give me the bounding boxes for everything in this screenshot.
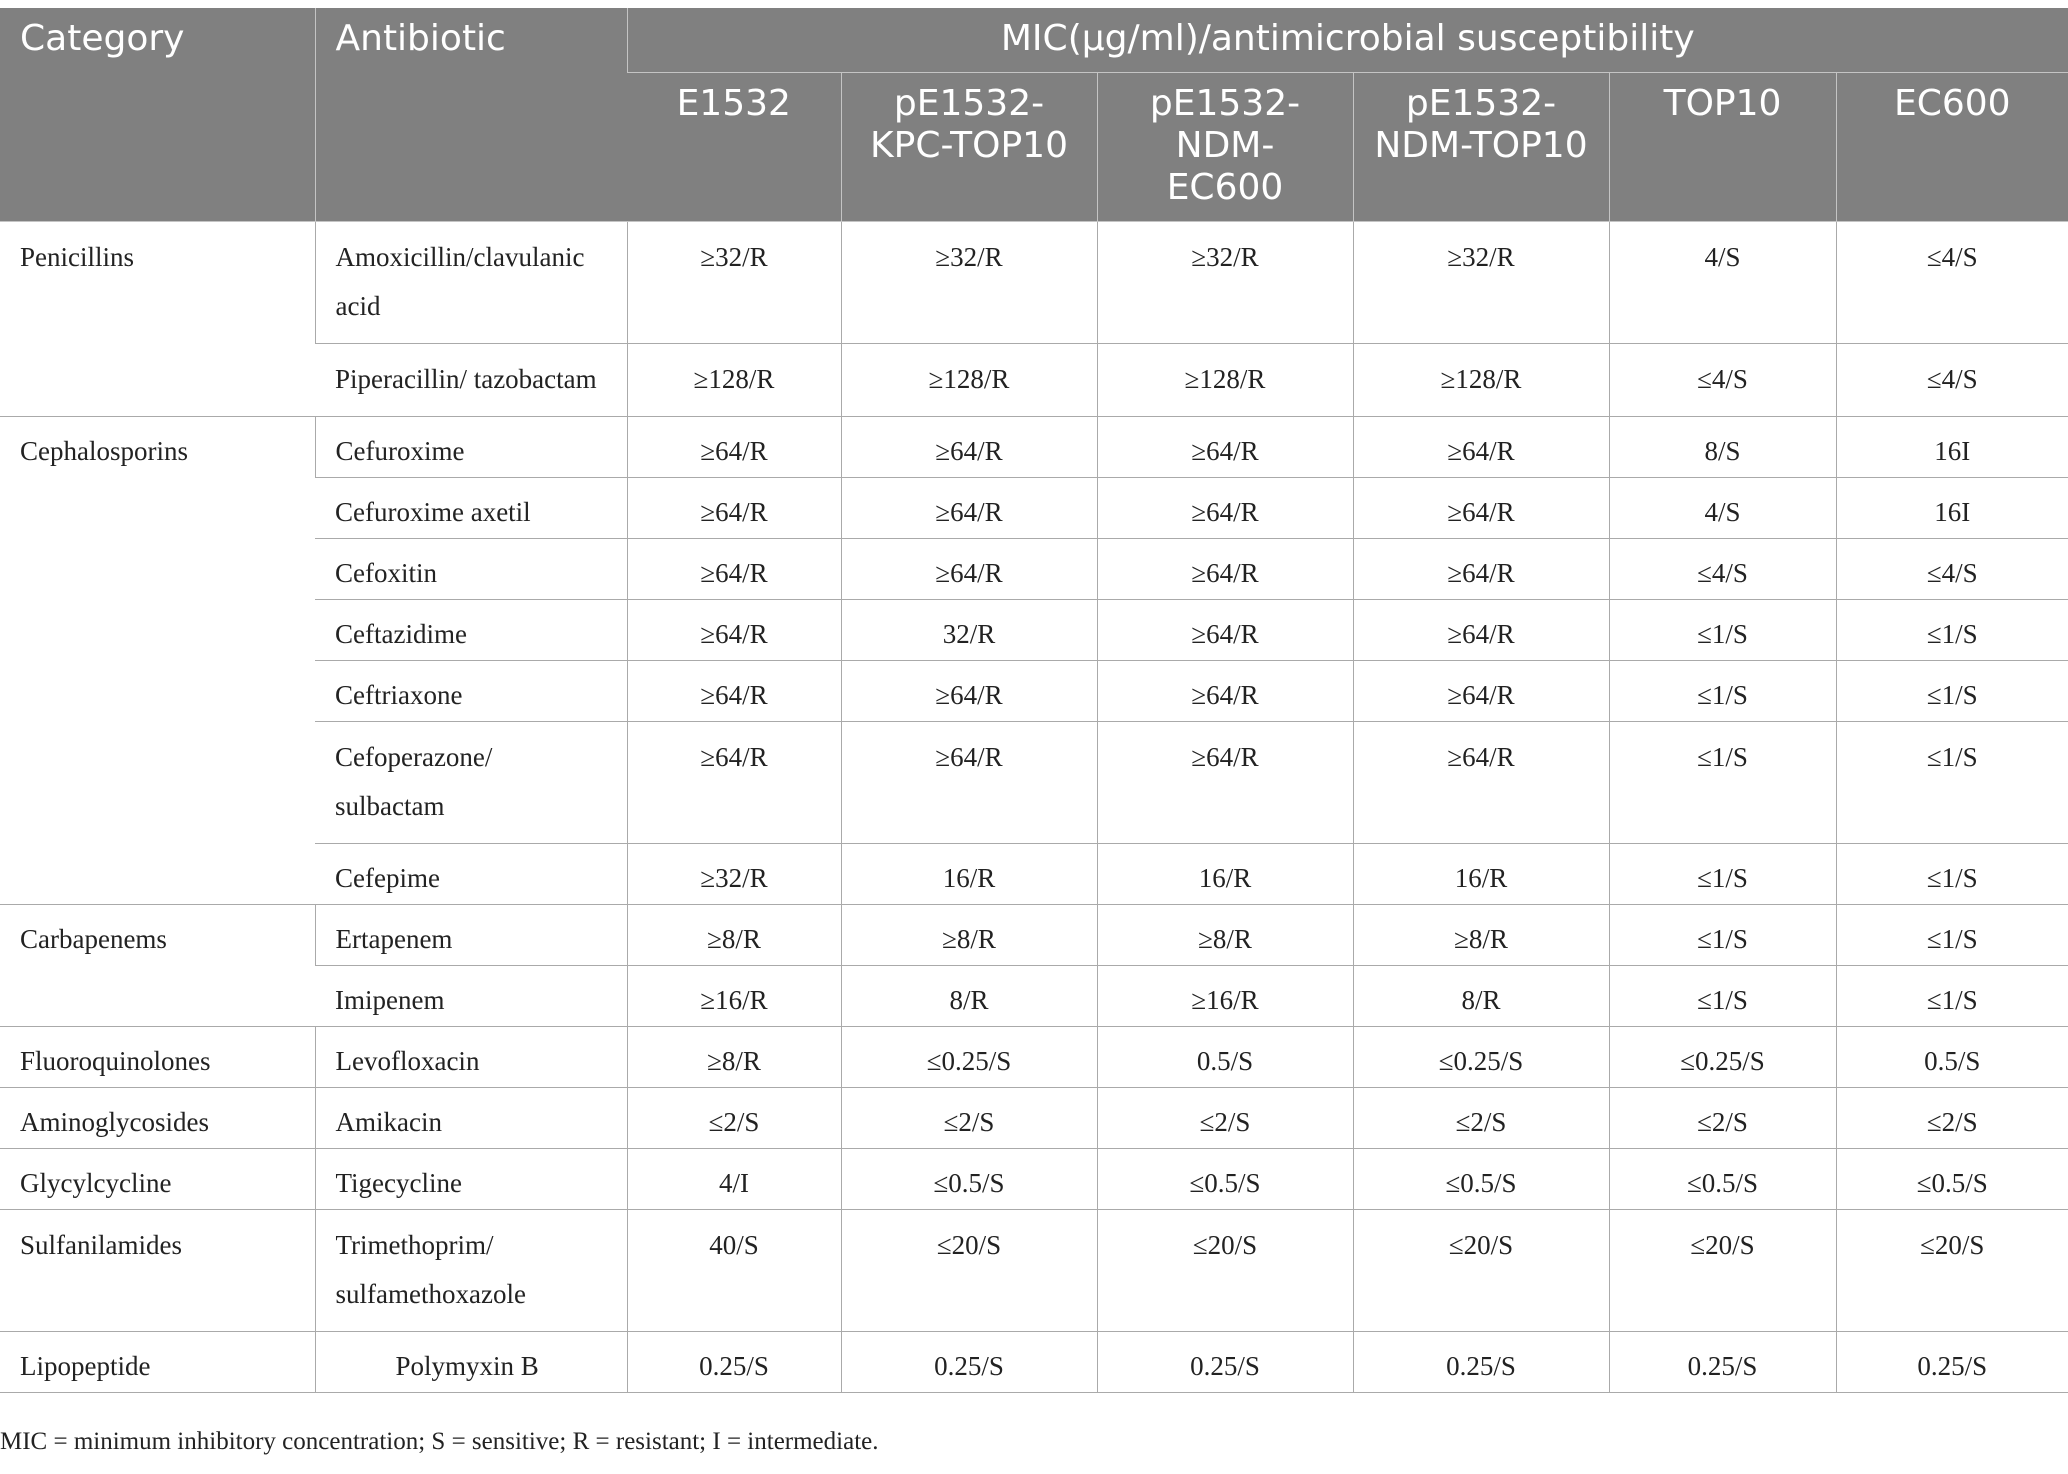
mic-value-cell: ≥64/R [1097,539,1353,600]
header-mic-group: MIC(µg/ml)/antimicrobial susceptibility [627,8,2068,73]
mic-value-cell: ≥32/R [627,844,841,905]
header-antibiotic: Antibiotic [315,8,627,222]
antibiotic-cell: Imipenem [315,966,627,1027]
mic-value-cell: ≥64/R [627,600,841,661]
mic-value-cell: 0.25/S [1609,1332,1836,1393]
mic-value-cell: ≤20/S [1609,1210,1836,1332]
mic-value-cell: ≤0.5/S [1836,1149,2068,1210]
mic-value-cell: ≥8/R [841,905,1097,966]
table-row [0,1210,2068,1332]
antibiotic-cell: Piperacillin/ tazobactam [315,344,627,417]
category-cell: Fluoroquinolones [0,1027,315,1088]
category-cell: Penicillins [0,222,315,417]
mic-value-cell: 16/R [1353,844,1609,905]
mic-value-cell: ≤1/S [1609,966,1836,1027]
mic-value-cell: ≥64/R [1097,478,1353,539]
mic-value-cell: ≥64/R [1097,722,1353,844]
mic-value-cell: ≤1/S [1836,600,2068,661]
mic-value-cell: ≤20/S [1836,1210,2068,1332]
header-strain: TOP10 [1609,73,1836,222]
mic-value-cell: 0.25/S [1836,1332,2068,1393]
mic-value-cell: ≥64/R [1353,722,1609,844]
mic-value-cell: ≤4/S [1609,539,1836,600]
mic-value-cell: ≤1/S [1609,905,1836,966]
mic-value-cell: ≥64/R [627,722,841,844]
mic-value-cell: ≥64/R [627,417,841,478]
mic-value-cell: ≤2/S [1609,1088,1836,1149]
antibiotic-cell: Tigecycline [315,1149,627,1210]
category-cell: Lipopeptide [0,1332,315,1393]
mic-value-cell: 8/R [841,966,1097,1027]
table-footnote: MIC = minimum inhibitory concentration; S = sensitive; R = resistant; I = intermediate. [0,1428,879,1455]
mic-value-cell: 4/S [1609,222,1836,344]
antibiotic-cell: Levofloxacin [315,1027,627,1088]
mic-value-cell: ≥64/R [1353,417,1609,478]
mic-value-cell: 16/R [841,844,1097,905]
mic-value-cell: ≤2/S [1097,1088,1353,1149]
mic-value-cell: ≥64/R [627,539,841,600]
table-header [0,8,2068,222]
table-row [0,222,2068,344]
antibiotic-cell: Cefuroxime axetil [315,478,627,539]
mic-value-cell: ≥16/R [1097,966,1353,1027]
table-row [0,1027,2068,1088]
mic-value-cell: ≤20/S [841,1210,1097,1332]
mic-value-cell: ≥8/R [627,1027,841,1088]
mic-value-cell: ≥32/R [1353,222,1609,344]
category-cell: Cephalosporins [0,417,315,905]
mic-value-cell: 0.5/S [1836,1027,2068,1088]
mic-value-cell: ≥64/R [841,722,1097,844]
mic-value-cell: ≤0.5/S [1353,1149,1609,1210]
mic-value-cell: ≤1/S [1609,600,1836,661]
mic-value-cell: ≤0.5/S [1097,1149,1353,1210]
table-row [0,1332,2068,1393]
mic-value-cell: 40/S [627,1210,841,1332]
header-strain: pE1532-KPC-TOP10 [841,73,1097,222]
mic-value-cell: ≤2/S [1836,1088,2068,1149]
antibiotic-cell: Polymyxin B [315,1332,627,1393]
mic-value-cell: ≤2/S [1353,1088,1609,1149]
mic-value-cell: 4/S [1609,478,1836,539]
table-row [0,905,2068,966]
mic-value-cell: ≤0.25/S [841,1027,1097,1088]
table-row [0,417,2068,478]
antibiotic-cell: Cefoxitin [315,539,627,600]
mic-value-cell: ≤1/S [1836,722,2068,844]
mic-value-cell: ≥64/R [841,661,1097,722]
header-strain: E1532 [627,73,841,222]
mic-value-cell: ≥64/R [1353,661,1609,722]
table-body [0,222,2068,1393]
mic-value-cell: ≤0.25/S [1353,1027,1609,1088]
mic-value-cell: ≤4/S [1836,222,2068,344]
mic-value-cell: ≤1/S [1609,661,1836,722]
mic-value-cell: ≤1/S [1609,844,1836,905]
mic-value-cell: 16/R [1097,844,1353,905]
antibiotic-cell: Cefuroxime [315,417,627,478]
mic-value-cell: 8/R [1353,966,1609,1027]
mic-value-cell: 0.5/S [1097,1027,1353,1088]
mic-value-cell: ≥8/R [627,905,841,966]
mic-value-cell: ≤20/S [1353,1210,1609,1332]
mic-value-cell: 8/S [1609,417,1836,478]
mic-value-cell: ≤1/S [1836,661,2068,722]
mic-value-cell: ≤1/S [1836,905,2068,966]
mic-value-cell: 32/R [841,600,1097,661]
mic-value-cell: ≥64/R [841,417,1097,478]
mic-value-cell: 0.25/S [627,1332,841,1393]
mic-value-cell: ≥64/R [627,661,841,722]
mic-value-cell: ≥8/R [1353,905,1609,966]
mic-value-cell: ≥64/R [841,478,1097,539]
mic-value-cell: ≥128/R [627,344,841,417]
mic-value-cell: ≤4/S [1609,344,1836,417]
mic-value-cell: ≥64/R [1353,600,1609,661]
mic-value-cell: ≤1/S [1836,966,2068,1027]
mic-value-cell: ≤2/S [627,1088,841,1149]
antibiotic-cell: Cefoperazone/ sulbactam [315,722,627,844]
mic-value-cell: ≥64/R [1097,417,1353,478]
table-row [0,1088,2068,1149]
mic-value-cell: ≥64/R [1097,661,1353,722]
header-strain: EC600 [1836,73,2068,222]
mic-value-cell: ≥8/R [1097,905,1353,966]
mic-value-cell: ≥128/R [1097,344,1353,417]
mic-value-cell: ≥16/R [627,966,841,1027]
antibiotic-cell: Trimethoprim/ sulfamethoxazole [315,1210,627,1332]
category-cell: Sulfanilamides [0,1210,315,1332]
mic-value-cell: 0.25/S [1097,1332,1353,1393]
antibiotic-cell: Ceftriaxone [315,661,627,722]
mic-value-cell: ≤0.5/S [841,1149,1097,1210]
mic-value-cell: ≥32/R [1097,222,1353,344]
mic-value-cell: ≥64/R [1097,600,1353,661]
mic-value-cell: ≤4/S [1836,539,2068,600]
mic-value-cell: ≤1/S [1836,844,2068,905]
category-cell: Glycylcycline [0,1149,315,1210]
mic-value-cell: ≤2/S [841,1088,1097,1149]
mic-value-cell: ≤0.25/S [1609,1027,1836,1088]
mic-table [0,8,2068,1393]
category-cell: Aminoglycosides [0,1088,315,1149]
antibiotic-cell: Ceftazidime [315,600,627,661]
mic-value-cell: 4/I [627,1149,841,1210]
mic-value-cell: ≥32/R [627,222,841,344]
antibiotic-cell: Amoxicillin/clavulanic acid [315,222,627,344]
mic-value-cell: ≥128/R [841,344,1097,417]
table-row [0,1149,2068,1210]
mic-value-cell: ≤0.5/S [1609,1149,1836,1210]
mic-value-cell: 16I [1836,417,2068,478]
header-category: Category [0,8,315,222]
category-cell: Carbapenems [0,905,315,1027]
mic-value-cell: ≥128/R [1353,344,1609,417]
antibiotic-cell: Cefepime [315,844,627,905]
mic-value-cell: ≥64/R [1353,539,1609,600]
mic-value-cell: ≥64/R [627,478,841,539]
mic-value-cell: ≤20/S [1097,1210,1353,1332]
mic-value-cell: 16I [1836,478,2068,539]
mic-value-cell: ≥32/R [841,222,1097,344]
header-strain: pE1532-NDM-TOP10 [1353,73,1609,222]
mic-value-cell: ≤1/S [1609,722,1836,844]
mic-value-cell: ≥64/R [841,539,1097,600]
antibiotic-cell: Amikacin [315,1088,627,1149]
antibiotic-cell: Ertapenem [315,905,627,966]
mic-value-cell: ≤4/S [1836,344,2068,417]
mic-value-cell: 0.25/S [1353,1332,1609,1393]
header-strain: pE1532-NDM-EC600 [1097,73,1353,222]
mic-value-cell: ≥64/R [1353,478,1609,539]
mic-value-cell: 0.25/S [841,1332,1097,1393]
